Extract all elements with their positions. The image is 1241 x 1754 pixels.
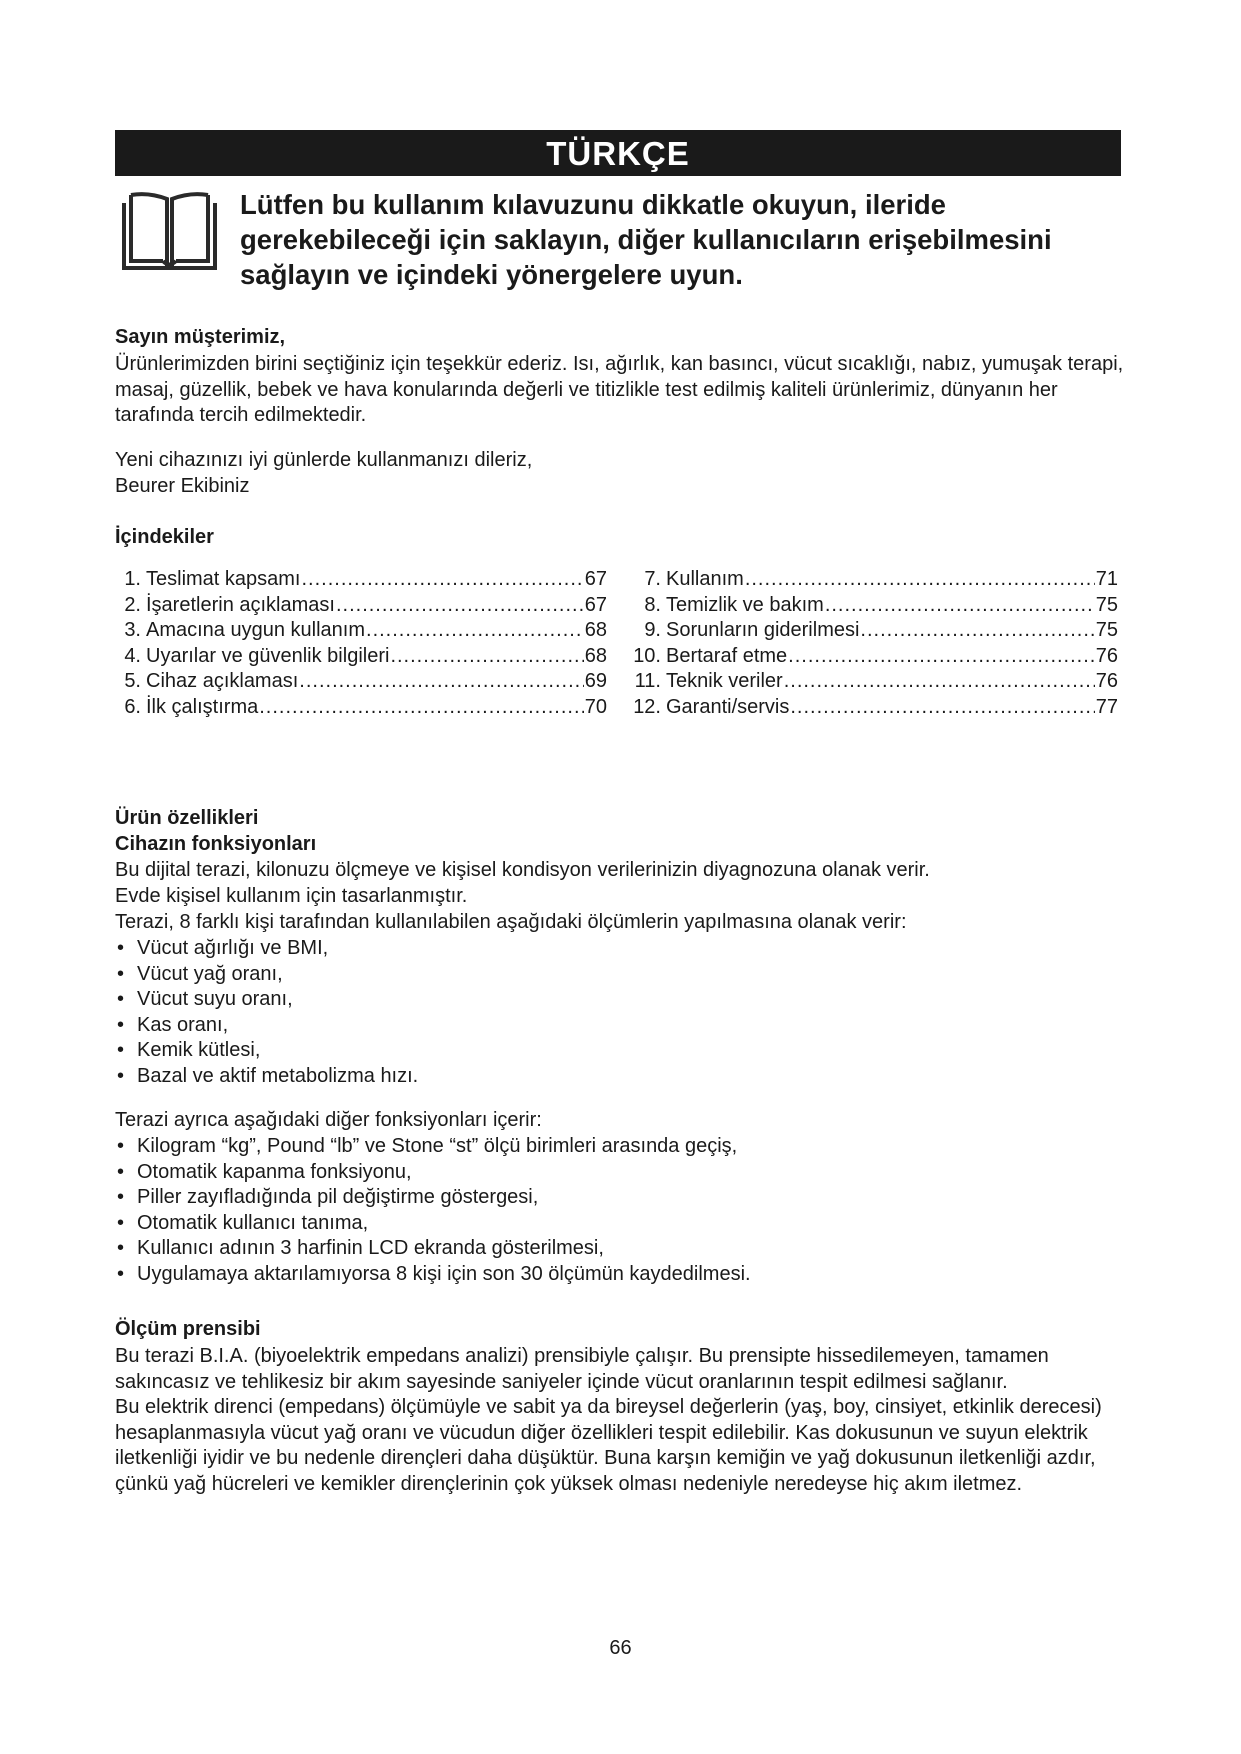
toc-entry-title: Uyarılar ve güvenlik bilgileri	[146, 644, 390, 667]
list-item: • Uygulamaya aktarılamıyorsa 8 kişi için son 30 ölçümün kaydedilmesi.	[115, 1262, 1115, 1288]
toc-entry-number: 11.	[634, 670, 661, 692]
other-functions-list	[115, 1134, 1115, 1287]
principle-paragraph-1: Bu terazi B.I.A. (biyoelektrik empedans analizi) prensibiyle çalışır. Bu prensipte hissedilemeyen, tamamen sakıncasız ve tehlikesiz bir akım sayesinde saniyeler içinde vücut oranlarının tespit edilmesi sağlanır.	[115, 1345, 1049, 1393]
toc-entry-page: 77	[1095, 695, 1118, 718]
toc-entry-number: 8.	[644, 593, 661, 616]
toc-entry-page: 76	[1095, 670, 1118, 692]
toc-entry-title: Cihaz açıklaması	[146, 670, 299, 692]
toc-entry-number: 6.	[124, 695, 141, 718]
list-item: • Otomatik kullanıcı tanıma,	[115, 1211, 1115, 1237]
features-heading: Ürün özellikleri	[115, 807, 259, 829]
toc-entry-page: 68	[584, 644, 607, 667]
toc-entry-page: 69	[584, 670, 607, 692]
toc-entry-page: 68	[584, 619, 607, 641]
toc-entry-number: 1.	[124, 568, 141, 590]
toc-entry[interactable]	[115, 669, 607, 695]
features-line-1: Bu dijital terazi, kilonuzu ölçmeye ve kişisel kondisyon verilerinizin diyagnozuna olanak verir.	[115, 859, 930, 881]
principle-heading: Ölçüm prensibi	[115, 1318, 261, 1340]
toc-entry[interactable]	[626, 644, 1118, 670]
list-item: • Vücut ağırlığı ve BMI,	[115, 936, 1115, 962]
toc-entry[interactable]	[626, 695, 1118, 721]
list-item: • Piller zayıfladığında pil değiştirme göstergesi,	[115, 1185, 1115, 1211]
intro-notice: Lütfen bu kullanım kılavuzunu dikkatle okuyun, ileride gerekebileceği için saklayın, diğer kullanıcıların erişebilmesini sağlayın ve içindeki yönergelere uyun.	[240, 189, 1052, 290]
toc-entry-number: 7.	[644, 568, 661, 590]
toc-entry-title: Teknik veriler	[666, 670, 783, 692]
toc-entry-page: 70	[584, 695, 607, 718]
toc-entry-page: 67	[584, 568, 607, 590]
toc-entry-number: 5.	[124, 670, 141, 692]
closing-line-1: Yeni cihazınızı iyi günlerde kullanmanızı dileriz,	[115, 449, 533, 471]
greeting-heading: Sayın müşterimiz,	[115, 326, 286, 348]
greeting-body: Ürünlerimizden birini seçtiğiniz için teşekkür ederiz. Isı, ağırlık, kan basıncı, vücut sıcaklığı, nabız, yumuşak terapi, masaj, güzellik, bebek ve hava konularında değerli ve titizlikle test edilmiş kaliteli ürünlerimiz, dünyanın her tarafında tercih edilmektedir.	[115, 353, 1124, 426]
features-line-3: Terazi, 8 farklı kişi tarafından kullanılabilen aşağıdaki ölçümlerin yapılmasına olanak verir:	[115, 911, 907, 933]
features-line-2: Evde kişisel kullanım için tasarlanmıştır.	[115, 885, 468, 907]
principle-paragraph-2: Bu elektrik direnci (empedans) ölçümüyle ve sabit ya da bireysel değerlerin (yaş, boy, cinsiyet, etkinlik derecesi) hesaplanmasıyla vücut yağ oranı ve vücudun diğer özellikleri tespit edilebilir. Kas dokusunun ve suyun elektrik iletkenliği iyidir ve bu nedenle dirençleri daha düşüktür. Buna karşın kemiğin ve yağ dokusunun iletkenliği azdır, çünkü yağ hücreleri ve kemikler dirençlerinin çok yüksek olması nedeniyle neredeyse hiç akım iletmez.	[115, 1396, 1102, 1495]
toc-entry[interactable]	[115, 593, 607, 619]
list-item: • Kilogram “kg”, Pound “lb” ve Stone “st” ölçü birimleri arasında geçiş,	[115, 1134, 1115, 1160]
toc-entry-title: Kullanım	[666, 568, 744, 590]
toc-entry-title: Bertaraf etme	[666, 644, 788, 667]
toc-entry-title: Amacına uygun kullanım	[146, 619, 366, 641]
toc-entry[interactable]	[626, 669, 1118, 695]
functions-subheading: Cihazın fonksiyonları	[115, 833, 317, 855]
toc-entry[interactable]	[115, 567, 607, 593]
toc-heading: İçindekiler	[115, 526, 214, 548]
toc-entry-page: 76	[1095, 644, 1118, 667]
other-functions-intro: Terazi ayrıca aşağıdaki diğer fonksiyonları içerir:	[115, 1109, 542, 1131]
toc-entry-title: Teslimat kapsamı	[146, 568, 301, 590]
toc-entry-number: 4.	[124, 644, 141, 667]
toc-right-column	[626, 567, 1118, 720]
toc-entry-title: Garanti/servis	[666, 695, 790, 718]
toc-entry-page: 67	[584, 593, 607, 616]
list-item: • Vücut yağ oranı,	[115, 962, 1115, 988]
measurements-list	[115, 936, 1115, 1089]
page-number: 66	[609, 1637, 632, 1659]
toc-entry-page: 75	[1095, 619, 1118, 641]
open-book-icon	[121, 189, 218, 272]
toc-entry[interactable]	[115, 618, 607, 644]
toc-entry[interactable]	[626, 593, 1118, 619]
language-banner: TÜRKÇE	[115, 130, 1121, 176]
toc-entry-title: Temizlik ve bakım	[666, 593, 824, 616]
list-item: • Otomatik kapanma fonksiyonu,	[115, 1160, 1115, 1186]
toc-entry[interactable]	[626, 567, 1118, 593]
list-item: • Kemik kütlesi,	[115, 1038, 1115, 1064]
toc-entry-title: İşaretlerin açıklaması	[146, 593, 335, 616]
closing-line-2: Beurer Ekibiniz	[115, 475, 250, 497]
toc-entry-title: İlk çalıştırma	[146, 695, 259, 718]
toc-entry[interactable]	[115, 644, 607, 670]
toc-entry-page: 71	[1095, 568, 1118, 590]
toc-entry-page: 75	[1095, 593, 1118, 616]
toc-entry-number: 10.	[633, 644, 661, 667]
toc-entry[interactable]	[626, 618, 1118, 644]
toc-entry-number: 2.	[124, 593, 141, 616]
toc-entry-number: 3.	[124, 619, 141, 641]
list-item: • Bazal ve aktif metabolizma hızı.	[115, 1064, 1115, 1090]
toc-left-column	[115, 567, 607, 720]
list-item: • Vücut suyu oranı,	[115, 987, 1115, 1013]
toc-entry-number: 12.	[633, 695, 661, 718]
toc-entry-number: 9.	[644, 619, 661, 641]
list-item: • Kas oranı,	[115, 1013, 1115, 1039]
toc-entry-title: Sorunların giderilmesi	[666, 619, 860, 641]
list-item: • Kullanıcı adının 3 harfinin LCD ekranda gösterilmesi,	[115, 1236, 1115, 1262]
toc-entry[interactable]	[115, 695, 607, 721]
